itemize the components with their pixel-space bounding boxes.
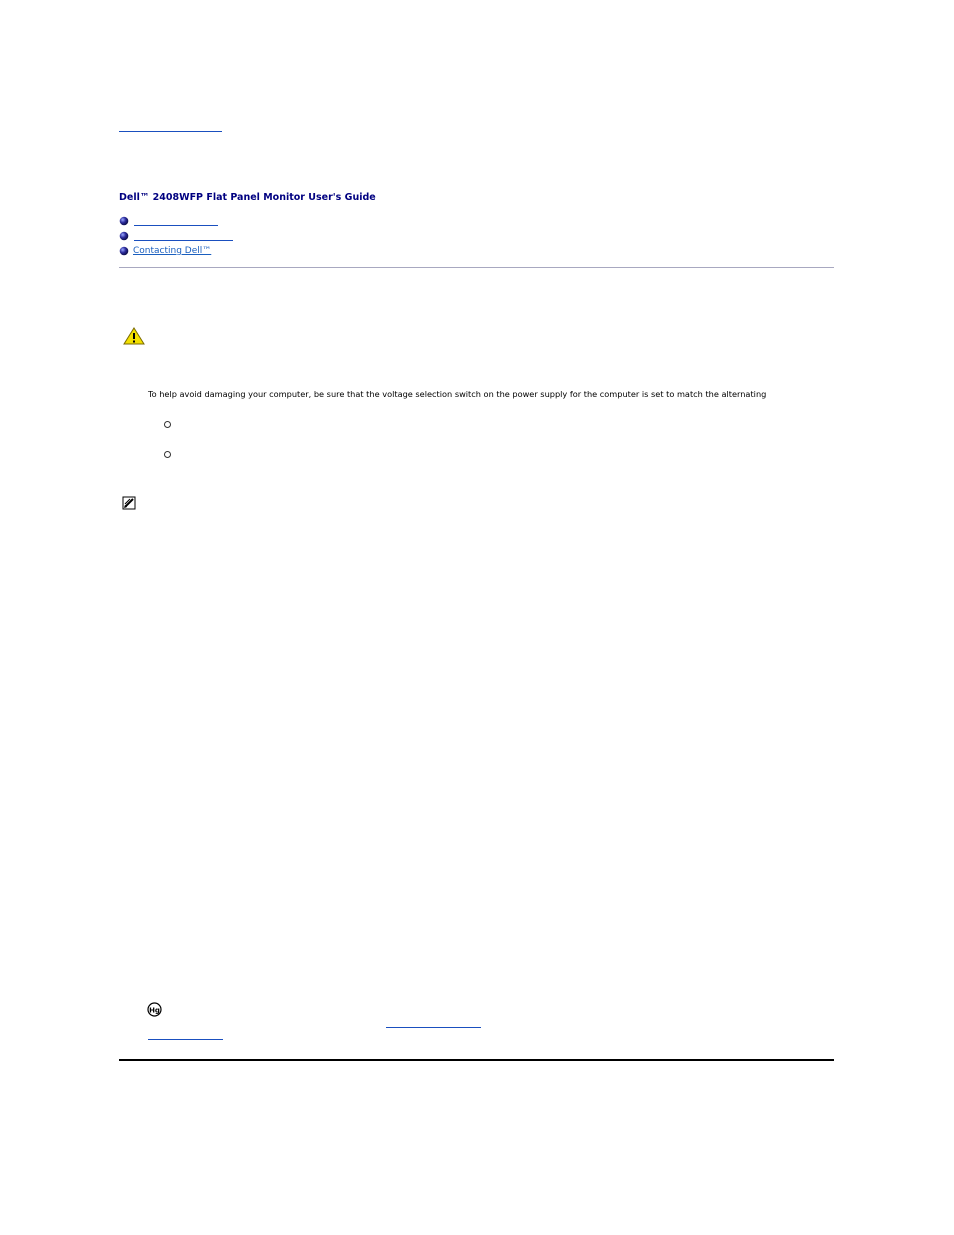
svg-text:Hg: Hg [149,1006,160,1015]
caution-triangle-icon [123,327,145,345]
bullet-icon [119,216,129,226]
toc-link-2[interactable] [134,240,233,241]
toc-link-1[interactable] [134,225,218,226]
mercury-hg-icon [147,1002,162,1017]
section-divider [119,267,834,268]
note-pencil-icon [122,496,136,510]
back-to-contents-link[interactable] [119,131,222,132]
mercury-info-link[interactable] [386,1027,481,1028]
bullet-icon [119,246,129,256]
sub-bullet-icon [164,421,171,428]
footer-divider [119,1059,834,1061]
bullet-icon [119,231,129,241]
sub-bullet-icon [164,451,171,458]
caution-text: To help avoid damaging your computer, be sure that the voltage selection switch on the power supply for the computer is set to match the alternating [148,389,767,399]
mercury-secondary-link[interactable] [148,1039,223,1040]
guide-title: Dell™ 2408WFP Flat Panel Monitor User's Guide [119,192,376,203]
contacting-dell-link[interactable]: Contacting Dell™ [133,246,212,256]
